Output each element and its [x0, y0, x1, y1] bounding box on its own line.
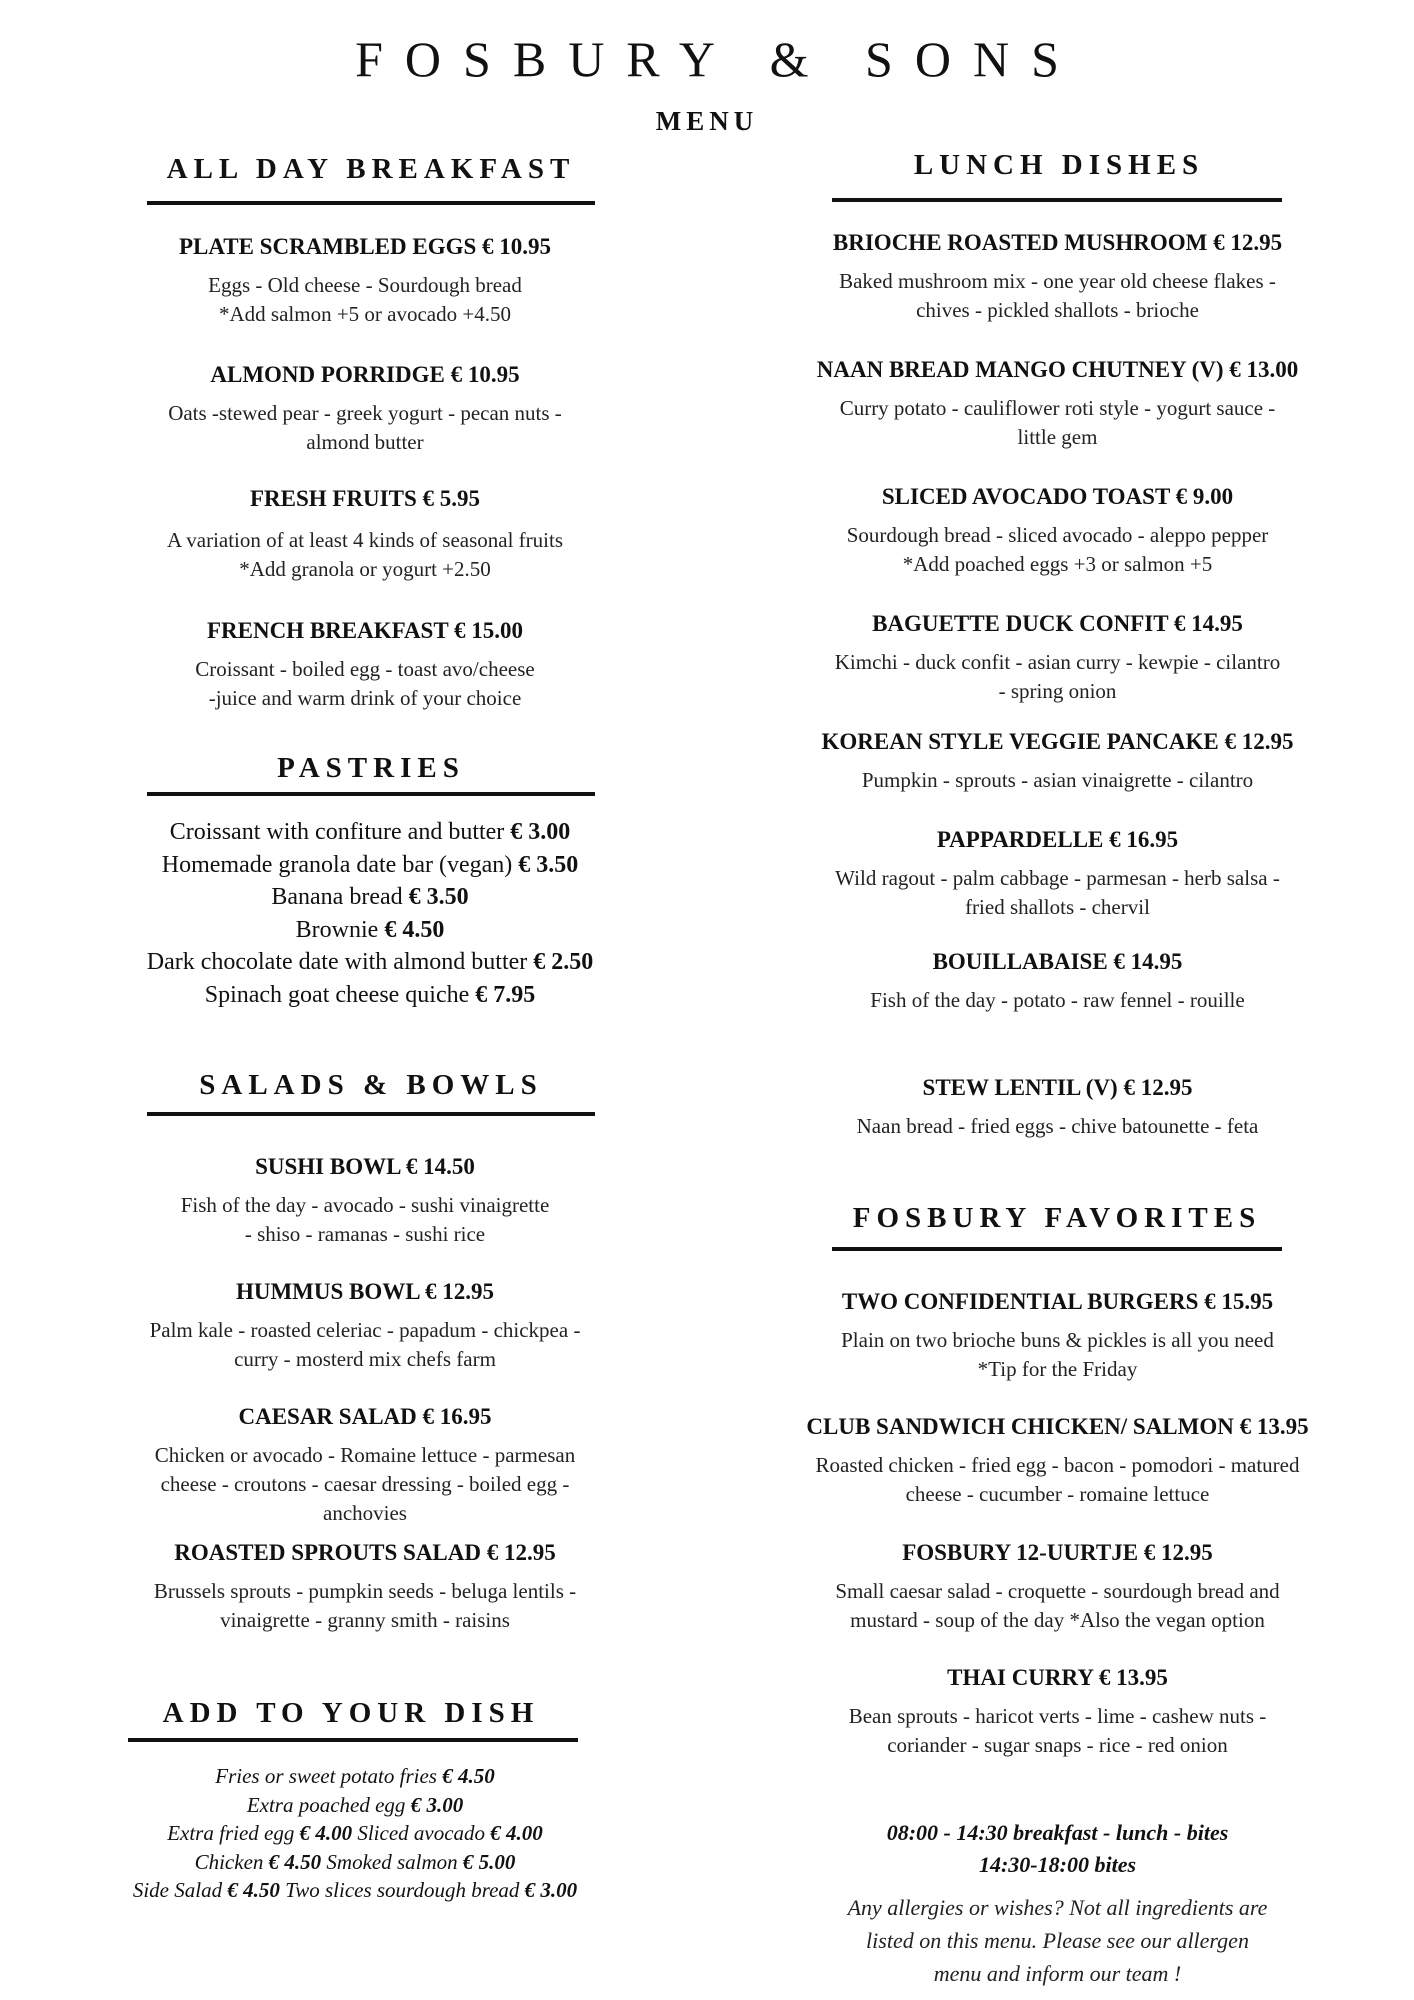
menu-item — [110, 484, 620, 584]
menu-item — [785, 825, 1330, 922]
item-description: Curry potato - cauliflower roti style - yogurt sauce - little gem — [839, 396, 1276, 449]
section-heading-lunch: LUNCH DISHES — [913, 149, 1205, 181]
list-item: Brownie € 4.50 — [295, 916, 445, 943]
section-heading-salads: SALADS & BOWLS — [199, 1069, 543, 1101]
item-description: Sourdough bread - sliced avocado - aleppo pepper *Add poached eggs +3 or salmon +5 — [846, 523, 1269, 576]
restaurant-title: FOSBURY & SONS — [355, 31, 1081, 87]
item-description: Pumpkin - sprouts - asian vinaigrette - cilantro — [861, 768, 1254, 792]
item-description: Chicken or avocado - Romaine lettuce - parmesan cheese - croutons - caesar dressing - boiled egg - anchovies — [154, 1443, 576, 1525]
menu-item — [785, 727, 1330, 795]
item-description: Croissant - boiled egg - toast avo/cheese -juice and warm drink of your choice — [195, 657, 535, 710]
item-name: CLUB SANDWICH CHICKEN/ SALMON € 13.95 — [806, 1414, 1309, 1439]
section-heading-pastries: PASTRIES — [277, 752, 465, 784]
item-name: FRENCH BREAKFAST € 15.00 — [206, 618, 524, 643]
allergy-note: Any allergies or wishes? Not all ingredients are listed on this menu. Please see our allergen menu and inform our team ! — [847, 1895, 1268, 1986]
item-name: STEW LENTIL (V) € 12.95 — [922, 1075, 1193, 1100]
section-divider — [832, 1247, 1282, 1251]
menu-item — [110, 232, 620, 329]
list-item: Homemade granola date bar (vegan) € 3.50 — [161, 851, 579, 878]
item-name: ALMOND PORRIDGE € 10.95 — [210, 362, 520, 387]
item-description: Roasted chicken - fried egg - bacon - pomodori - matured cheese - cucumber - romaine lettuce — [815, 1453, 1300, 1506]
item-description: Oats -stewed pear - greek yogurt - pecan nuts - almond butter — [168, 401, 562, 454]
item-name: FOSBURY 12-UURTJE € 12.95 — [902, 1540, 1213, 1565]
item-name: BAGUETTE DUCK CONFIT € 14.95 — [872, 611, 1243, 636]
section-divider — [128, 1738, 578, 1742]
section-divider — [832, 198, 1282, 202]
menu-item — [785, 355, 1330, 452]
menu-item — [785, 228, 1330, 325]
item-description: Palm kale - roasted celeriac - papadum - chickpea - curry - mosterd mix chefs farm — [149, 1318, 581, 1371]
addons-list — [90, 1762, 620, 1905]
menu-item — [775, 1663, 1340, 1760]
menu-item — [110, 616, 620, 713]
list-item: Extra poached egg € 3.00 — [246, 1792, 464, 1817]
menu-subtitle: MENU — [655, 106, 759, 136]
section-heading-addons: ADD TO YOUR DISH — [162, 1697, 540, 1729]
menu-item — [765, 1412, 1350, 1509]
menu-item — [785, 947, 1330, 1015]
list-item: Chicken € 4.50 Smoked salmon € 5.00 — [194, 1849, 516, 1874]
item-description: A variation of at least 4 kinds of seasonal fruits *Add granola or yogurt +2.50 — [167, 528, 563, 581]
item-description: Brussels sprouts - pumpkin seeds - beluga lentils - vinaigrette - granny smith - raisins — [153, 1579, 577, 1632]
menu-item — [110, 1152, 620, 1249]
list-item: Spinach goat cheese quiche € 7.95 — [204, 981, 536, 1008]
item-name: THAI CURRY € 13.95 — [947, 1665, 1168, 1690]
menu-item — [785, 482, 1330, 579]
menu-item — [100, 1277, 630, 1374]
opening-hours: 08:00 - 14:30 breakfast - lunch - bites 14:30-18:00 bites — [886, 1820, 1229, 1877]
item-description: Wild ragout - palm cabbage - parmesan - herb salsa - fried shallots - chervil — [835, 866, 1280, 919]
section-divider — [147, 1112, 595, 1116]
item-name: PLATE SCRAMBLED EGGS € 10.95 — [178, 234, 552, 259]
list-item: Extra fried egg € 4.00 Sliced avocado € 4.00 — [167, 1821, 543, 1845]
section-divider — [147, 201, 595, 205]
item-description: Eggs - Old cheese - Sourdough bread *Add salmon +5 or avocado +4.50 — [208, 273, 522, 326]
item-description: Baked mushroom mix - one year old cheese flakes - chives - pickled shallots - brioche — [839, 269, 1276, 322]
section-heading-breakfast: ALL DAY BREAKFAST — [166, 153, 576, 185]
item-name: NAAN BREAD MANGO CHUTNEY (V) € 13.00 — [816, 357, 1299, 382]
item-name: FRESH FRUITS € 5.95 — [249, 486, 481, 511]
item-name: TWO CONFIDENTIAL BURGERS € 15.95 — [841, 1289, 1274, 1314]
item-name: SLICED AVOCADO TOAST € 9.00 — [881, 484, 1234, 509]
item-name: PAPPARDELLE € 16.95 — [936, 827, 1179, 852]
item-name: SUSHI BOWL € 14.50 — [255, 1154, 475, 1179]
item-description: Small caesar salad - croquette - sourdough bread and mustard - soup of the day *Also the vegan option — [835, 1579, 1280, 1632]
item-description: Fish of the day - avocado - sushi vinaigrette - shiso - ramanas - sushi rice — [180, 1193, 550, 1246]
menu-item — [100, 1538, 630, 1635]
menu-item — [785, 609, 1330, 706]
item-description: Fish of the day - potato - raw fennel - rouille — [870, 988, 1245, 1012]
menu-item — [785, 1073, 1330, 1141]
list-item: Banana bread € 3.50 — [271, 884, 469, 910]
item-name: HUMMUS BOWL € 12.95 — [235, 1279, 495, 1304]
item-description: Bean sprouts - haricot verts - lime - cashew nuts - coriander - sugar snaps - rice - red onion — [848, 1704, 1267, 1757]
list-item: Side Salad € 4.50 Two slices sourdough bread € 3.00 — [132, 1878, 578, 1902]
section-heading-favorites: FOSBURY FAVORITES — [852, 1202, 1262, 1234]
item-description: Plain on two brioche buns & pickles is all you need *Tip for the Friday — [841, 1328, 1274, 1381]
list-item: Dark chocolate date with almond butter € 2.50 — [146, 949, 594, 975]
item-name: KOREAN STYLE VEGGIE PANCAKE € 12.95 — [821, 729, 1294, 754]
item-description: Kimchi - duck confit - asian curry - kewpie - cilantro - spring onion — [834, 650, 1281, 703]
item-name: BRIOCHE ROASTED MUSHROOM € 12.95 — [832, 230, 1283, 255]
menu-item — [775, 1287, 1340, 1384]
menu-item — [775, 1538, 1340, 1635]
item-name: BOUILLABAISE € 14.95 — [932, 949, 1183, 974]
pastries-list — [110, 816, 630, 1011]
item-name: ROASTED SPROUTS SALAD € 12.95 — [174, 1540, 556, 1565]
list-item: Fries or sweet potato fries € 4.50 — [215, 1764, 495, 1788]
item-name: CAESAR SALAD € 16.95 — [238, 1404, 492, 1429]
section-divider — [147, 792, 595, 796]
item-description: Naan bread - fried eggs - chive batounette - feta — [856, 1114, 1259, 1138]
menu-item — [100, 1402, 630, 1528]
list-item: Croissant with confiture and butter € 3.00 — [169, 819, 571, 845]
menu-item — [110, 360, 620, 457]
